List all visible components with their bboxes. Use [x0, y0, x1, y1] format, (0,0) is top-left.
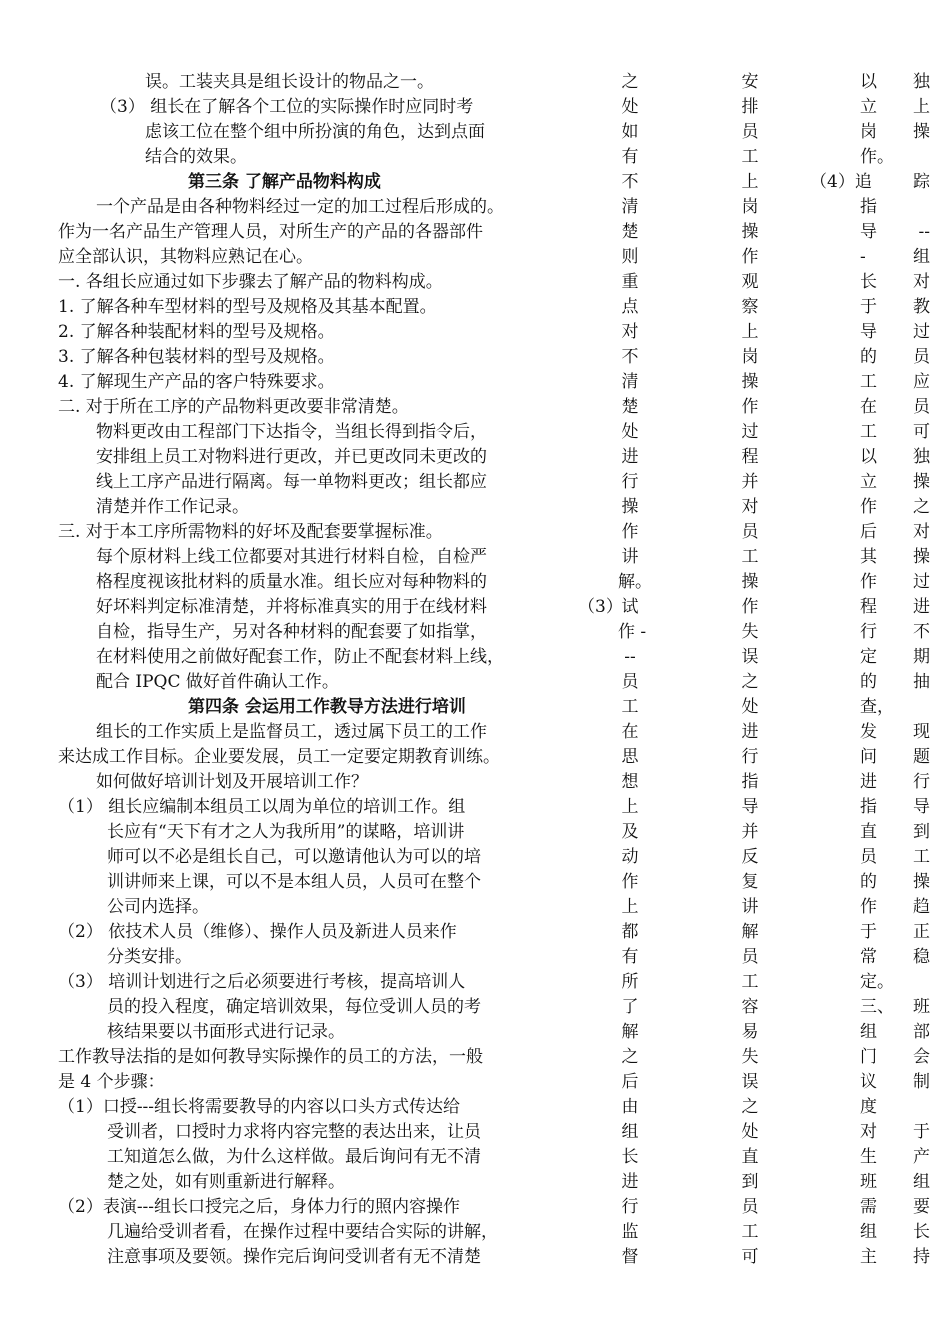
column-char: 于 — [860, 297, 877, 317]
column-char: 长 — [860, 272, 877, 292]
column-row — [860, 295, 930, 320]
column-char: 期 — [913, 647, 930, 667]
column-char: 工 — [741, 547, 759, 567]
column-char: 进 — [741, 722, 759, 742]
column-char: 对 — [913, 272, 930, 292]
section-heading: 第四条 会运用工作教导方法进行培训 — [188, 697, 466, 717]
column-row — [860, 245, 930, 270]
column-row — [860, 695, 930, 720]
text-line: 每个原材料上线工位都要对其进行材料自检，自检严 — [96, 547, 487, 567]
column-char: 定 — [860, 647, 877, 667]
text-line: 核结果要以书面形式进行记录。 — [107, 1022, 345, 1042]
column-char: 部 — [913, 1022, 930, 1042]
column-row — [860, 845, 930, 870]
column-char: 后 — [621, 1072, 639, 1092]
column-char: 指 — [860, 797, 877, 817]
column-char: 反 — [741, 847, 759, 867]
column-char: 岗 — [741, 347, 759, 367]
column-char: 教 — [913, 297, 930, 317]
column-char: 直 — [741, 1147, 759, 1167]
text-line: 长应有“天下有才之人为我所用”的谋略，培训讲 — [107, 822, 465, 842]
column-char: 作 — [860, 572, 877, 592]
text-line: 楚之处，如有则重新进行解释。 — [107, 1172, 345, 1192]
column-row — [860, 970, 930, 995]
column-row — [860, 1070, 930, 1095]
column-char: 指 — [741, 772, 759, 792]
text-line: 三. 对于本工序所需物料的好坏及配套要掌握标准。 — [58, 522, 443, 542]
column-char: 发 — [860, 722, 877, 742]
column-char: 以 — [860, 447, 877, 467]
text-line: 清楚并作工作记录。 — [96, 497, 249, 517]
column-char: 误 — [741, 647, 759, 667]
column-char: 督 — [621, 1247, 639, 1267]
column-char: 过 — [913, 572, 930, 592]
text-line: 1. 了解各种车型材料的型号及规格及其基本配置。 — [58, 297, 437, 317]
column-char: 讲 — [621, 547, 639, 567]
column-char: 岗 — [860, 122, 877, 142]
column-char: 三、 — [860, 997, 894, 1017]
column-char: 组 — [913, 247, 930, 267]
text-line: 自检，指导生产，另对各种材料的配套要了如指掌， — [96, 622, 487, 642]
column-char: 对 — [741, 497, 759, 517]
column-char: 并 — [741, 822, 759, 842]
column-row — [860, 270, 930, 295]
vertical-text-column-4 — [810, 70, 930, 1270]
column-char: -- — [918, 222, 930, 242]
text-line: 配合 IPQC 做好首件确认工作。 — [96, 672, 339, 692]
text-line: （3） 组长在了解各个工位的实际操作时应同时考 — [100, 97, 474, 117]
column-char: 稳 — [913, 947, 930, 967]
column-char: 长 — [913, 1222, 930, 1242]
column-char: 作 — [860, 497, 877, 517]
column-char: 工 — [913, 847, 930, 867]
column-char: 会 — [913, 1047, 930, 1067]
column-char: 处 — [741, 1122, 759, 1142]
text-line: （1）口授---组长将需要教导的内容以口头方式传达给 — [58, 1097, 461, 1117]
column-char: 要 — [913, 1197, 930, 1217]
column-row — [860, 520, 930, 545]
column-row — [860, 1220, 930, 1245]
column-char: 后 — [860, 522, 877, 542]
column-row — [860, 395, 930, 420]
column-char: 班 — [913, 997, 930, 1017]
column-char: 上 — [621, 797, 639, 817]
text-line: 二. 对于所在工序的产品物料更改要非常清楚。 — [58, 397, 409, 417]
text-line: 结合的效果。 — [145, 147, 247, 167]
column-char: 立 — [860, 472, 877, 492]
text-line: 公司内选择。 — [107, 897, 209, 917]
column-row — [860, 720, 930, 745]
column-char: 以 — [860, 72, 877, 92]
column-row — [860, 620, 930, 645]
column-char: 题 — [913, 747, 930, 767]
text-line: （2） 依技术人员（维修）、操作人员及新进人员来作 — [58, 922, 457, 942]
vertical-text-column-2 — [618, 70, 652, 1270]
column-char: 不 — [621, 347, 639, 367]
text-line: 组长的工作实质上是监督员工，透过属下员工的工作 — [96, 722, 487, 742]
column-row — [860, 470, 930, 495]
column-row — [860, 70, 930, 95]
column-char: 组 — [860, 1022, 877, 1042]
column-char: 查， — [860, 697, 894, 717]
column-row — [860, 1245, 930, 1270]
column-row — [860, 1145, 930, 1170]
column-row — [860, 545, 930, 570]
column-char: 重 — [621, 272, 639, 292]
column-row — [860, 795, 930, 820]
column-char: 点 — [621, 297, 639, 317]
column-char: 员 — [741, 522, 759, 542]
column-char: 行 — [913, 772, 930, 792]
column-char: 可 — [741, 1247, 759, 1267]
column-char: 上 — [741, 172, 759, 192]
column-char: 上 — [913, 97, 930, 117]
column-row — [860, 595, 930, 620]
text-line: 几遍给受训者看，在操作过程中要结合实际的讲解， — [107, 1222, 498, 1242]
column-char: 独 — [913, 447, 930, 467]
column-char: 主 — [860, 1247, 877, 1267]
column-char: 有 — [621, 947, 639, 967]
text-line: 受训者，口授时力求将内容完整的表达出来，让员 — [107, 1122, 481, 1142]
column-char: 清 — [621, 197, 639, 217]
column-char: 处 — [621, 97, 639, 117]
column-char: 失 — [741, 1047, 759, 1067]
column-row — [860, 920, 930, 945]
column-char: 动 — [621, 847, 639, 867]
column-char: 踪 — [913, 172, 930, 192]
column-char: 进 — [621, 1172, 639, 1192]
column-char: 并 — [741, 472, 759, 492]
column-row — [860, 495, 930, 520]
column-char: 容 — [741, 997, 759, 1017]
column-char: 度 — [860, 1097, 877, 1117]
text-line: 员的投入程度，确定培训效果，每位受训人员的考 — [107, 997, 481, 1017]
column-char: 员 — [741, 1197, 759, 1217]
column-char: 之 — [741, 1097, 759, 1117]
column-char: 员 — [913, 397, 930, 417]
column-char: 的 — [860, 672, 877, 692]
text-line: 一. 各组长应通过如下步骤去了解产品的物料构成。 — [58, 272, 443, 292]
column-row — [860, 220, 930, 245]
column-char: 如 — [621, 122, 639, 142]
text-line: 好坏料判定标准清楚，并将标准真实的用于在线材料 — [96, 597, 487, 617]
column-char: 的 — [860, 347, 877, 367]
column-char: 解 — [621, 1022, 639, 1042]
text-line: 是 4 个步骤： — [58, 1072, 165, 1092]
column-char: 工 — [741, 147, 759, 167]
column-char: 对 — [860, 1122, 877, 1142]
column-char: 思 — [621, 747, 639, 767]
column-char: 长 — [621, 1147, 639, 1167]
column-char: 进 — [860, 772, 877, 792]
column-char: 需 — [860, 1197, 877, 1217]
column-char: 员 — [741, 122, 759, 142]
column-row — [860, 145, 930, 170]
column-row — [860, 870, 930, 895]
column-char: 作 — [741, 597, 759, 617]
column-char: 工 — [860, 422, 877, 442]
column-char: 作 — [741, 247, 759, 267]
text-line: 如何做好培训计划及开展培训工作？ — [96, 772, 368, 792]
column-char: 清 — [621, 372, 639, 392]
column-char: 监 — [621, 1222, 639, 1242]
column-char: 不 — [913, 622, 930, 642]
column-char: 由 — [621, 1097, 639, 1117]
column-char: 程 — [860, 597, 877, 617]
column-char: 工 — [860, 372, 877, 392]
column-char: 察 — [741, 297, 759, 317]
column-char: 员 — [621, 672, 639, 692]
column-char: 到 — [913, 822, 930, 842]
column-char: 过 — [741, 422, 759, 442]
column-char: 安 — [741, 72, 759, 92]
column-char: 观 — [741, 272, 759, 292]
text-line: 在材料使用之前做好配套工作，防止不配套材料上线， — [96, 647, 504, 667]
column-row — [860, 570, 930, 595]
text-line: 训讲师来上课，可以不是本组人员，人员可在整个 — [107, 872, 481, 892]
column-char: 行 — [621, 1197, 639, 1217]
column-char: 操 — [741, 572, 759, 592]
column-char: 复 — [741, 872, 759, 892]
column-char: 所 — [621, 972, 639, 992]
column-row — [860, 645, 930, 670]
column-char: 上 — [621, 897, 639, 917]
column-char: 操 — [913, 122, 930, 142]
column-char: 之 — [621, 72, 639, 92]
column-char: 了 — [621, 997, 639, 1017]
column-char: 操 — [741, 372, 759, 392]
column-row — [860, 320, 930, 345]
column-char: 进 — [913, 597, 930, 617]
column-char: 操 — [741, 222, 759, 242]
column-char: 班 — [860, 1172, 877, 1192]
column-char: 直 — [860, 822, 877, 842]
column-char: 导 — [913, 797, 930, 817]
column-row — [860, 345, 930, 370]
column-char: 楚 — [621, 397, 639, 417]
column-row — [860, 1195, 930, 1220]
column-row — [860, 1120, 930, 1145]
column-char: 讲 — [741, 897, 759, 917]
text-line: 安排组上员工对物料进行更改，并已更改同未更改的 — [96, 447, 487, 467]
column-char: 进 — [621, 447, 639, 467]
column-row — [860, 820, 930, 845]
text-line: 物料更改由工程部门下达指令，当组长得到指令后， — [96, 422, 487, 442]
column-char: 应 — [913, 372, 930, 392]
column-char: 操 — [913, 472, 930, 492]
column-row — [860, 995, 930, 1020]
column-char: 行 — [741, 747, 759, 767]
column-char: 操 — [913, 872, 930, 892]
column-char: 其 — [860, 547, 877, 567]
text-line: 来达成工作目标。企业要发展，员工一定要定期教育训练。 — [58, 747, 500, 767]
column-char: 导 — [860, 322, 877, 342]
column-char: 组 — [860, 1222, 877, 1242]
column-char: 组 — [621, 1122, 639, 1142]
column-char: 则 — [621, 247, 639, 267]
column-char: 员 — [860, 847, 877, 867]
column-char: 作 — [621, 872, 639, 892]
column-char: 操 — [913, 547, 930, 567]
column-row — [860, 1045, 930, 1070]
column-char: 处 — [621, 422, 639, 442]
column-char: 工 — [621, 697, 639, 717]
column-char: 楚 — [621, 222, 639, 242]
column-char: 程 — [741, 447, 759, 467]
text-line: 一个产品是由各种物料经过一定的加工过程后形成的。 — [96, 197, 504, 217]
text-line: 2. 了解各种装配材料的型号及规格。 — [58, 322, 335, 342]
text-line: 师可以不必是组长自己，可以邀请他认为可以的培 — [107, 847, 481, 867]
column-char: 正 — [913, 922, 930, 942]
column-char: 排 — [741, 97, 759, 117]
text-line: 作为一名产品生产管理人员，对所生产的产品的各器部件 — [58, 222, 483, 242]
column-char: 产 — [913, 1147, 930, 1167]
column-char: 易 — [741, 1022, 759, 1042]
column-char: 不 — [621, 172, 639, 192]
column-char: 组 — [913, 1172, 930, 1192]
column-char: 都 — [621, 922, 639, 942]
column-char: 作。 — [860, 147, 894, 167]
column-char: 过 — [913, 322, 930, 342]
text-line: （2）表演---组长口授完之后，身体力行的照内容操作 — [58, 1197, 461, 1217]
section-heading: 第三条 了解产品物料构成 — [188, 172, 381, 192]
column-char: 可 — [913, 422, 930, 442]
column-char: 抽 — [913, 672, 930, 692]
column-row — [860, 445, 930, 470]
column-row — [860, 1020, 930, 1045]
text-line: 应全部认识，其物料应熟记在心。 — [58, 247, 313, 267]
column-char: 于 — [860, 922, 877, 942]
text-line: 分类安排。 — [107, 947, 192, 967]
column-char: 的 — [860, 872, 877, 892]
column-char: 作 — [741, 397, 759, 417]
column-char: 想 — [621, 772, 639, 792]
column-char: 员 — [741, 947, 759, 967]
column-char: 独 — [913, 72, 930, 92]
column-char: 在 — [621, 722, 639, 742]
vertical-text-column-3 — [738, 70, 762, 1270]
column-char: 现 — [913, 722, 930, 742]
column-row — [860, 370, 930, 395]
column-char: 行 — [621, 472, 639, 492]
column-row — [860, 895, 930, 920]
column-row — [810, 170, 930, 195]
column-char: 工 — [741, 972, 759, 992]
column-char: 生 — [860, 1147, 877, 1167]
column-row — [860, 1095, 930, 1120]
column-char: （4）追 — [810, 172, 872, 192]
column-char: 之 — [913, 497, 930, 517]
column-row — [860, 770, 930, 795]
column-char: 议 — [860, 1072, 877, 1092]
column-char: 试 — [621, 597, 639, 617]
column-char: -- — [624, 647, 636, 667]
column-char: 门 — [860, 1047, 877, 1067]
column-char: 行 — [860, 622, 877, 642]
column-char: 对 — [913, 522, 930, 542]
column-char: 到 — [741, 1172, 759, 1192]
column-char: 对 — [621, 322, 639, 342]
column-char: 及 — [621, 822, 639, 842]
column-char: 于 — [913, 1122, 930, 1142]
text-line: 工知道怎么做，为什么这样做。最后询问有无不清 — [107, 1147, 481, 1167]
column-char: 之 — [741, 672, 759, 692]
column-char: 之 — [621, 1047, 639, 1067]
column-char: 持 — [913, 1247, 930, 1267]
column-char: 员 — [913, 347, 930, 367]
text-line: 虑该工位在整个组中所扮演的角色，达到点面 — [145, 122, 485, 142]
column-char: 立 — [860, 97, 877, 117]
column-char: 操 — [621, 497, 639, 517]
column-char: 导 — [741, 797, 759, 817]
list-marker: （3） — [578, 597, 623, 617]
text-line: 线上工序产品进行隔离。每一单物料更改；组长都应 — [96, 472, 487, 492]
column-char: 上 — [741, 322, 759, 342]
column-char: 在 — [860, 397, 877, 417]
text-line: 工作教导法指的是如何教导实际操作的员工的方法，一般 — [58, 1047, 483, 1067]
column-char: 定。 — [860, 972, 894, 992]
column-row — [860, 945, 930, 970]
column-char: - — [860, 247, 866, 267]
column-char: 作 — [860, 897, 877, 917]
column-row — [860, 120, 930, 145]
text-line: 注意事项及要领。操作完后询问受训者有无不清楚 — [107, 1247, 481, 1267]
column-char: 作 — [621, 522, 639, 542]
text-line: 3. 了解各种包装材料的型号及规格。 — [58, 347, 335, 367]
column-row — [860, 1170, 930, 1195]
column-char: 处 — [741, 697, 759, 717]
column-row — [860, 195, 930, 220]
column-char: 趋 — [913, 897, 930, 917]
column-char: 工 — [741, 1222, 759, 1242]
column-row — [860, 95, 930, 120]
text-line: 4. 了解现生产产品的客户特殊要求。 — [58, 372, 335, 392]
text-line: 误。工装夹具是组长设计的物品之一。 — [145, 72, 434, 92]
column-char: 岗 — [741, 197, 759, 217]
column-char: 解 — [741, 922, 759, 942]
column-char: 误 — [741, 1072, 759, 1092]
column-char: 失 — [741, 622, 759, 642]
column-char: 常 — [860, 947, 877, 967]
column-row — [860, 420, 930, 445]
column-char: 解。 — [618, 572, 652, 592]
column-char: 作 - — [618, 622, 647, 642]
text-line: （3） 培训计划进行之后必须要进行考核，提高培训人 — [58, 972, 466, 992]
column-row — [860, 670, 930, 695]
column-char: 指 — [860, 197, 877, 217]
text-line: （1） 组长应编制本组员工以周为单位的培训工作。组 — [58, 797, 466, 817]
column-char: 问 — [860, 747, 877, 767]
column-char: 有 — [621, 147, 639, 167]
column-row — [860, 745, 930, 770]
text-line: 格程度视该批材料的质量水准。组长应对每种物料的 — [96, 572, 487, 592]
column-char: 制 — [913, 1072, 930, 1092]
column-char: 导 — [860, 222, 877, 242]
